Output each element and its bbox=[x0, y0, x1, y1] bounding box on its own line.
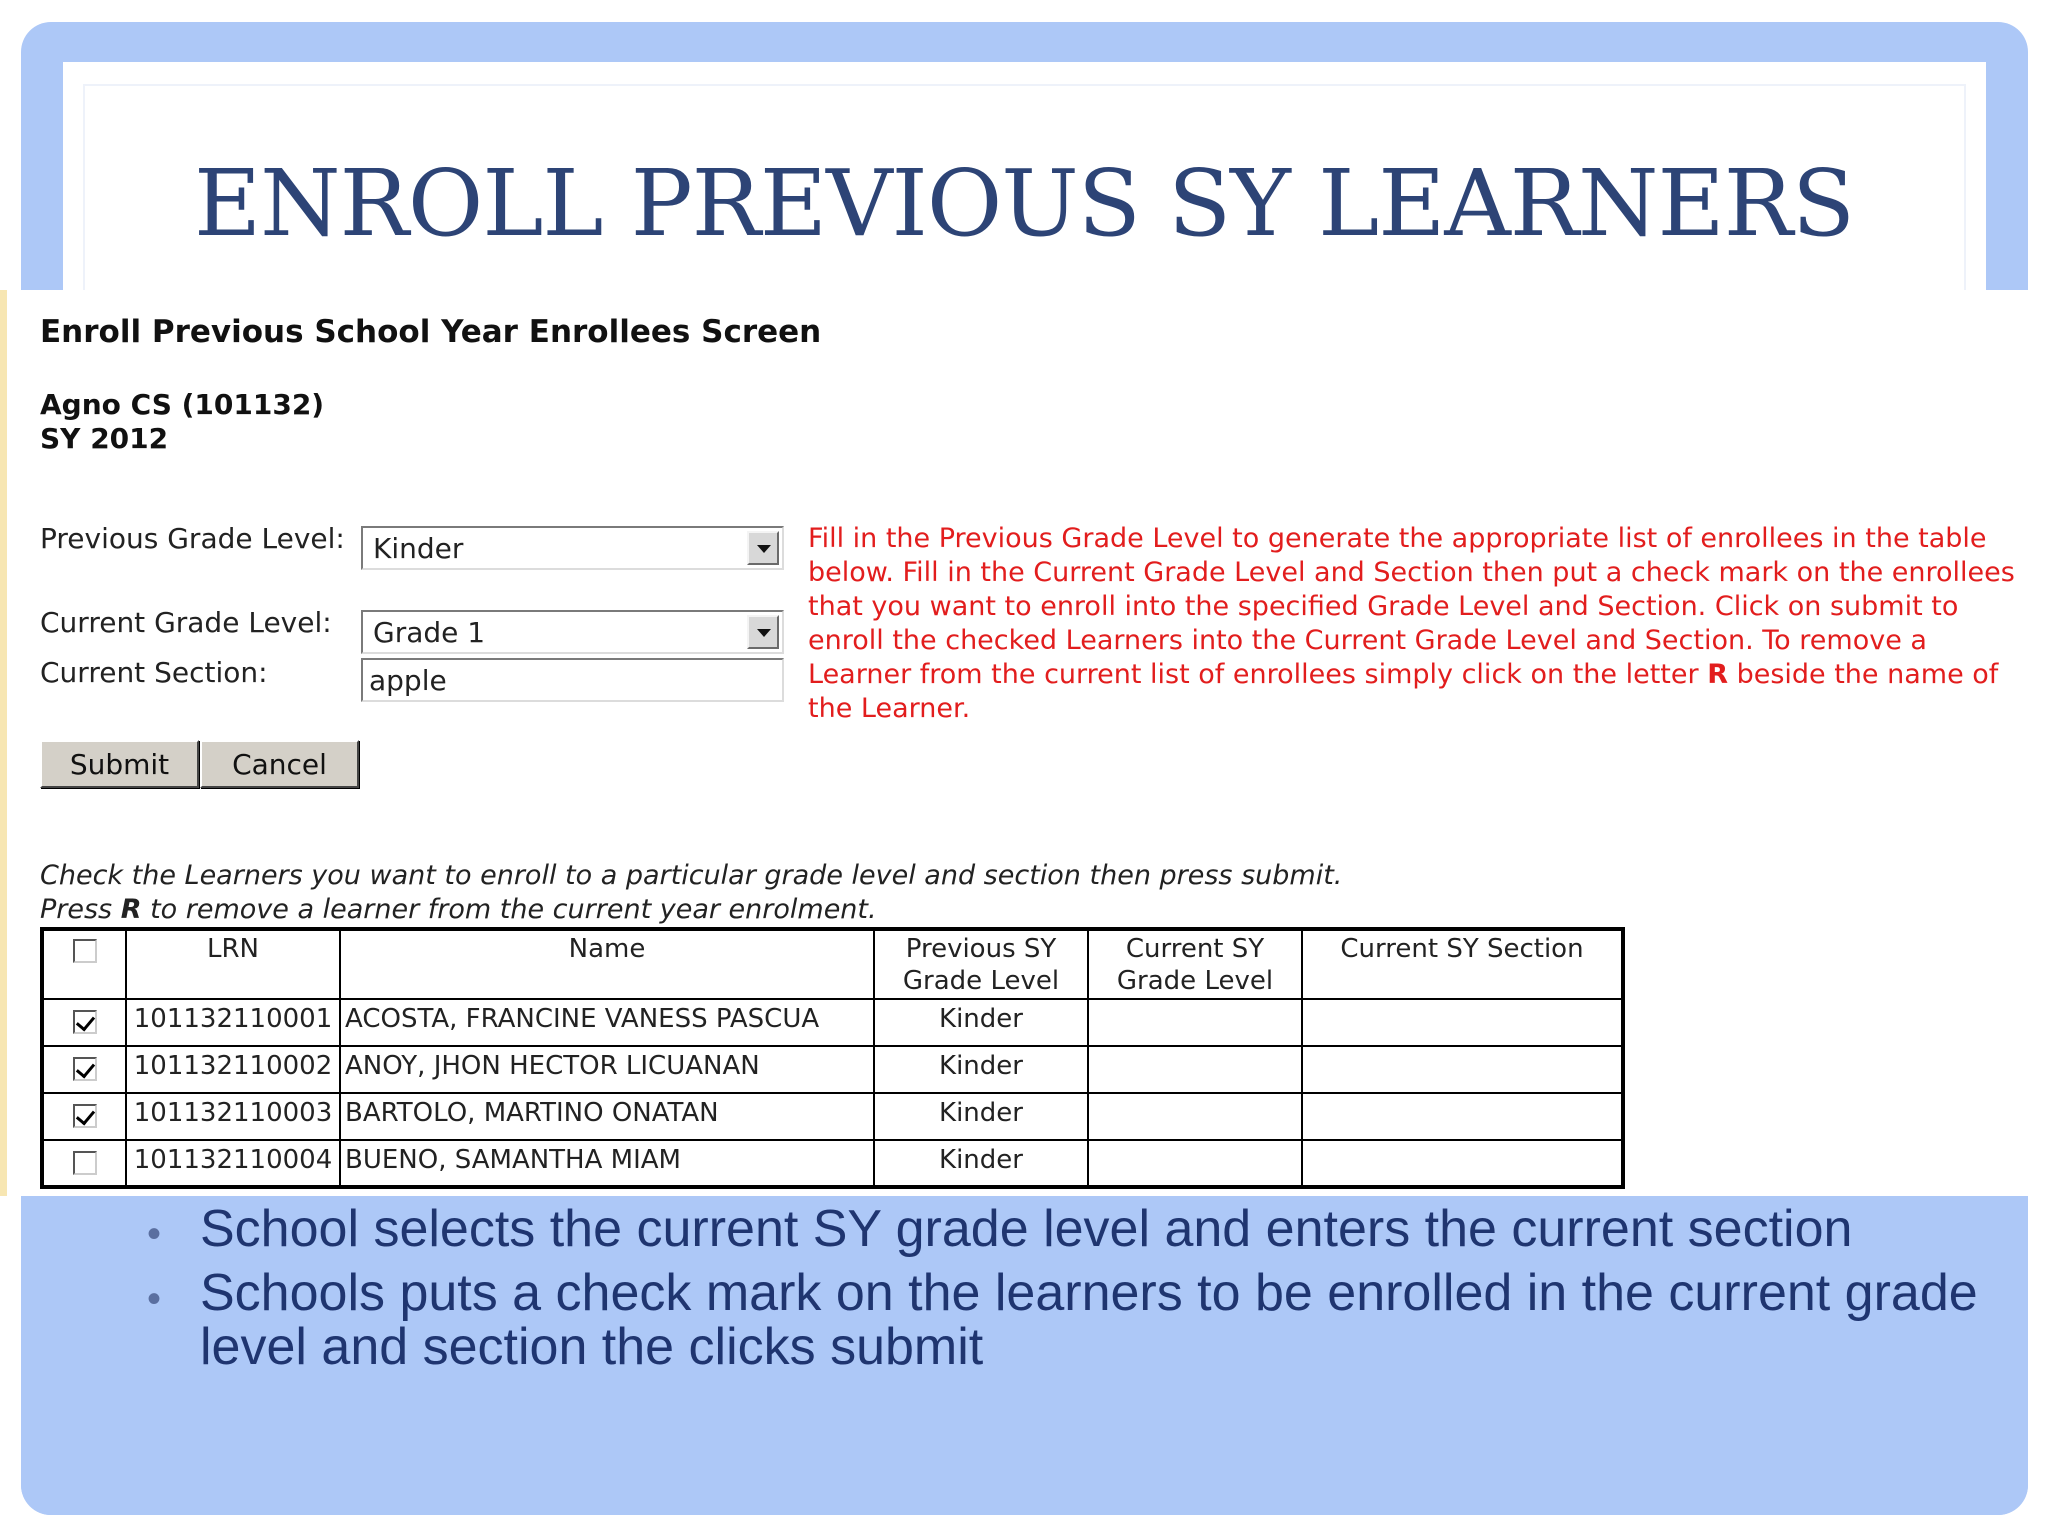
row-lrn: 101132110004 bbox=[126, 1140, 340, 1187]
table-row bbox=[42, 999, 1623, 1046]
screen-edge bbox=[0, 290, 7, 1196]
cancel-button[interactable]: Cancel bbox=[200, 740, 359, 788]
slide-title: ENROLL PREVIOUS SY LEARNERS bbox=[193, 150, 1855, 257]
row-current-section bbox=[1302, 1093, 1623, 1140]
row-previous-grade: Kinder bbox=[874, 1093, 1088, 1140]
submit-button[interactable]: Submit bbox=[40, 740, 199, 788]
row-checkbox[interactable] bbox=[73, 1151, 97, 1175]
row-current-grade bbox=[1088, 1140, 1302, 1187]
table-header-row bbox=[42, 929, 1623, 999]
screen-heading: Enroll Previous School Year Enrollees Screen bbox=[40, 314, 822, 350]
current-grade-value: Grade 1 bbox=[373, 616, 486, 649]
row-previous-grade: Kinder bbox=[874, 1140, 1088, 1187]
row-current-section bbox=[1302, 1140, 1623, 1187]
help-text-part1: Fill in the Previous Grade Level to generate the appropriate list of enrollees in the table below. Fill in the Current Grade Level and Section then put a check mark on the enrollees that you want to enroll into the specified Grade Level and Section. Click on submit to enroll the checked Learners into the Current Grade Level and Section. To remove a Learner from the current list of enrollees simply click on the letter bbox=[808, 523, 2015, 690]
row-current-grade bbox=[1088, 1093, 1302, 1140]
bullet-2: Schools puts a check mark on the learners to be enrolled in the current grade level and section the clicks submit bbox=[200, 1264, 1978, 1376]
school-name: Agno CS (101132) bbox=[40, 388, 325, 421]
current-section-label: Current Section: bbox=[40, 656, 268, 689]
instruction-line-1: Check the Learners you want to enroll to a particular grade level and section then press submit. bbox=[40, 860, 1343, 891]
row-checkbox-cell bbox=[42, 999, 126, 1046]
row-checkbox[interactable] bbox=[73, 1104, 97, 1128]
row-current-section bbox=[1302, 999, 1623, 1046]
chevron-down-icon[interactable] bbox=[747, 615, 779, 649]
instruction-letter: R bbox=[120, 894, 142, 925]
previous-grade-value: Kinder bbox=[373, 532, 464, 565]
bullet-1: School selects the current SY grade level and enters the current section bbox=[200, 1200, 1853, 1258]
row-checkbox-cell bbox=[42, 1140, 126, 1187]
header-current-grade: Current SY Grade Level bbox=[1088, 929, 1302, 999]
row-previous-grade: Kinder bbox=[874, 1046, 1088, 1093]
row-name: ANOY, JHON HECTOR LICUANAN bbox=[340, 1046, 874, 1093]
school-year: SY 2012 bbox=[40, 422, 169, 455]
table-row bbox=[42, 1093, 1623, 1140]
header-previous-grade: Previous SY Grade Level bbox=[874, 929, 1088, 999]
previous-grade-label: Previous Grade Level: bbox=[40, 522, 345, 555]
select-all-header bbox=[42, 929, 126, 999]
help-text bbox=[808, 522, 2038, 726]
row-lrn: 101132110003 bbox=[126, 1093, 340, 1140]
row-name: BARTOLO, MARTINO ONATAN bbox=[340, 1093, 874, 1140]
current-grade-select[interactable] bbox=[361, 610, 784, 654]
select-all-checkbox[interactable] bbox=[73, 939, 97, 963]
header-name: Name bbox=[340, 929, 874, 999]
row-lrn: 101132110002 bbox=[126, 1046, 340, 1093]
instruction-suffix: to remove a learner from the current year enrolment. bbox=[141, 894, 877, 925]
instruction-line-2 bbox=[40, 894, 877, 925]
current-section-input[interactable] bbox=[361, 658, 784, 702]
table-row bbox=[42, 1046, 1623, 1093]
row-name: ACOSTA, FRANCINE VANESS PASCUA bbox=[340, 999, 874, 1046]
bullet-dot: • bbox=[147, 1212, 162, 1256]
row-current-section bbox=[1302, 1046, 1623, 1093]
table-row bbox=[42, 1140, 1623, 1187]
enrollees-table bbox=[40, 927, 1625, 1189]
row-previous-grade: Kinder bbox=[874, 999, 1088, 1046]
header-current-section: Current SY Section bbox=[1302, 929, 1623, 999]
row-current-grade bbox=[1088, 999, 1302, 1046]
row-checkbox-cell bbox=[42, 1046, 126, 1093]
help-text-part2: beside the name of the Learner. bbox=[808, 659, 1999, 724]
bullet-dot: • bbox=[147, 1277, 162, 1321]
row-current-grade bbox=[1088, 1046, 1302, 1093]
row-checkbox-cell bbox=[42, 1093, 126, 1140]
previous-grade-select[interactable] bbox=[361, 526, 784, 570]
chevron-down-icon[interactable] bbox=[747, 531, 779, 565]
header-lrn: LRN bbox=[126, 929, 340, 999]
row-checkbox[interactable] bbox=[73, 1057, 97, 1081]
instruction-prefix: Press bbox=[40, 894, 121, 925]
remove-letter: R bbox=[1707, 659, 1728, 690]
row-checkbox[interactable] bbox=[73, 1010, 97, 1034]
current-grade-label: Current Grade Level: bbox=[40, 606, 332, 639]
row-name: BUENO, SAMANTHA MIAM bbox=[340, 1140, 874, 1187]
row-lrn: 101132110001 bbox=[126, 999, 340, 1046]
enroll-screen bbox=[0, 290, 2048, 1196]
